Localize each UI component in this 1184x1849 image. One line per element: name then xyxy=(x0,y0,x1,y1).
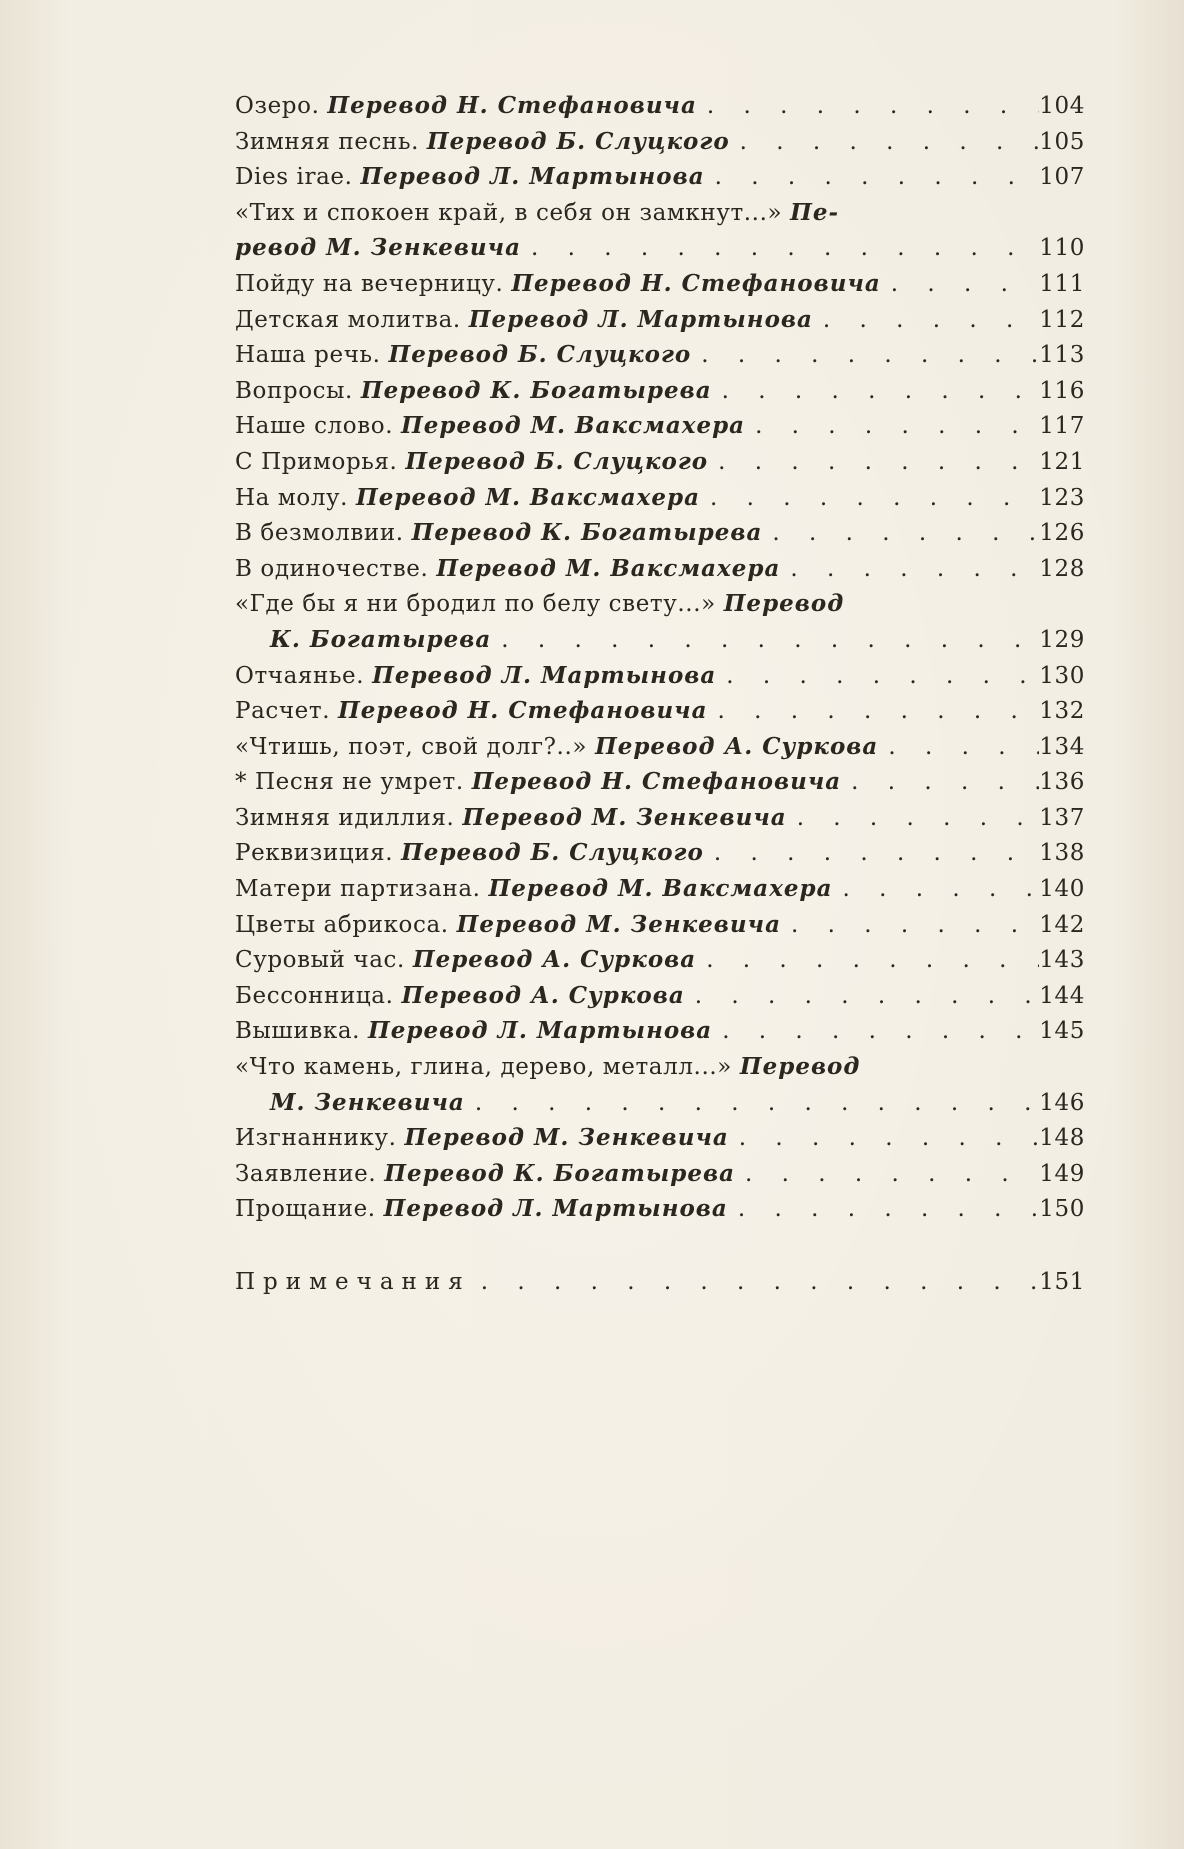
toc-entry xyxy=(235,835,1085,871)
notes-title: Примечания xyxy=(235,1269,471,1295)
poem-title: «Чтишь, поэт, свой долг?..» xyxy=(235,733,588,760)
page-number: 138 xyxy=(1039,840,1085,867)
page-number: 105 xyxy=(1039,128,1085,155)
toc-entry xyxy=(235,1049,1085,1120)
translator: Перевод М. Ваксмахера xyxy=(401,412,746,440)
page-number: 143 xyxy=(1039,947,1085,974)
page-number: 129 xyxy=(1039,626,1085,653)
leader-dots xyxy=(471,1265,1040,1301)
page-number: 151 xyxy=(1039,1269,1085,1295)
leader-dots xyxy=(491,623,1039,659)
toc-entry xyxy=(235,444,1085,480)
translator: Перевод М. Ваксмахера xyxy=(436,554,781,582)
translator: Перевод Б. Слуцкого xyxy=(426,127,730,155)
toc-entry xyxy=(235,1156,1085,1192)
translator-part-2: М. Зенкевича xyxy=(270,1088,465,1116)
translator-part-1: Перевод xyxy=(739,1053,861,1081)
page-number: 148 xyxy=(1039,1125,1085,1152)
translator: Перевод Л. Мартынова xyxy=(368,1017,713,1045)
leader-dots xyxy=(762,516,1039,552)
poem-title: «Тих и спокоен край, в себя он замкнут...» xyxy=(235,199,783,226)
poem-title: Отчаянье. xyxy=(235,662,365,689)
poem-title: Заявление. xyxy=(235,1160,377,1187)
page-number: 132 xyxy=(1039,698,1085,725)
translator: Перевод Л. Мартынова xyxy=(468,305,813,333)
page-number: 112 xyxy=(1039,306,1085,333)
translator: Перевод М. Ваксмахера xyxy=(488,875,833,903)
translator-part-2: ревод М. Зенкевича xyxy=(235,234,521,262)
leader-dots xyxy=(465,1086,1039,1122)
toc-entry xyxy=(235,871,1085,907)
poem-title: «Что камень, глина, дерево, металл...» xyxy=(235,1054,732,1081)
translator: Перевод Б. Слуцкого xyxy=(388,341,692,369)
poem-title: Расчет. xyxy=(235,698,331,725)
leader-dots xyxy=(712,374,1040,410)
leader-dots xyxy=(685,979,1040,1015)
translator: Перевод Б. Слуцкого xyxy=(401,839,704,867)
translator: Перевод Н. Стефановича xyxy=(511,269,881,297)
page-number: 117 xyxy=(1039,413,1085,440)
toc-entry xyxy=(235,1191,1085,1227)
translator: Перевод Б. Слуцкого xyxy=(405,447,709,475)
toc-entry xyxy=(235,693,1085,729)
leader-dots xyxy=(781,908,1039,944)
poem-title: * Песня не умрет. xyxy=(235,769,464,796)
leader-dots xyxy=(813,303,1039,339)
poem-title: Бессонница. xyxy=(235,982,394,1009)
toc-entry xyxy=(235,266,1085,302)
leader-dots xyxy=(729,1121,1040,1157)
toc-entry xyxy=(235,302,1085,338)
page-number: 128 xyxy=(1039,555,1085,582)
leader-dots xyxy=(745,409,1039,445)
translator: Перевод К. Богатырева xyxy=(360,376,712,404)
toc-entry xyxy=(235,337,1085,373)
translator: Перевод К. Богатырева xyxy=(384,1159,735,1187)
poem-title: Суровый час. xyxy=(235,947,405,974)
leader-dots xyxy=(697,89,1039,125)
translator-part-2: К. Богатырева xyxy=(270,625,492,653)
toc-entry xyxy=(235,800,1085,836)
poem-title: Детская молитва. xyxy=(235,306,461,333)
table-of-contents xyxy=(235,88,1085,1301)
page-number: 137 xyxy=(1039,804,1085,831)
leader-dots xyxy=(696,943,1039,979)
page-number: 134 xyxy=(1039,733,1085,760)
page-number: 146 xyxy=(1039,1089,1085,1116)
poem-title: Цветы абрикоса. xyxy=(235,911,449,938)
poem-title: Dies irae. xyxy=(235,164,353,191)
toc-entry xyxy=(235,1013,1085,1049)
poem-title: В безмолвии. xyxy=(235,520,404,547)
poem-title: На молу. xyxy=(235,484,349,511)
page-number: 142 xyxy=(1039,911,1085,938)
translator: Перевод Н. Стефановича xyxy=(338,697,708,725)
translator: Перевод К. Богатырева xyxy=(411,519,763,547)
translator: Перевод Н. Стефановича xyxy=(471,768,842,796)
page-number: 111 xyxy=(1039,270,1085,297)
poem-title: Вопросы. xyxy=(235,377,353,404)
leader-dots xyxy=(730,125,1040,161)
toc-entry xyxy=(235,978,1085,1014)
translator: Перевод Н. Стефановича xyxy=(327,92,697,119)
page-number: 104 xyxy=(1039,93,1085,119)
leader-dots xyxy=(708,445,1039,481)
poem-title: Зимняя песнь. xyxy=(235,128,419,155)
page-number: 123 xyxy=(1039,484,1085,511)
toc-entry xyxy=(235,124,1085,160)
translator: Перевод М. Зенкевича xyxy=(456,910,781,938)
page-number: 113 xyxy=(1039,342,1085,369)
poem-title: Озеро. xyxy=(235,93,320,119)
leader-dots xyxy=(841,765,1039,801)
translator: Перевод М. Зенкевича xyxy=(404,1124,729,1152)
page-number: 144 xyxy=(1039,982,1085,1009)
leader-dots xyxy=(521,231,1039,267)
poem-title: В одиночестве. xyxy=(235,555,429,582)
toc-entry xyxy=(235,586,1085,657)
translator: Перевод Л. Мартынова xyxy=(383,1195,728,1223)
poem-title: Матери партизана. xyxy=(235,876,481,903)
translator: Перевод А. Суркова xyxy=(412,946,697,974)
poem-title: С Приморья. xyxy=(235,448,398,475)
leader-dots xyxy=(833,872,1040,908)
poem-title: Реквизиция. xyxy=(235,840,394,867)
toc-entry xyxy=(235,88,1085,124)
leader-dots xyxy=(708,694,1040,730)
page-number: 145 xyxy=(1039,1018,1085,1045)
leader-dots xyxy=(712,1014,1039,1050)
translator: Перевод Л. Мартынова xyxy=(372,661,717,689)
page-number: 150 xyxy=(1039,1196,1085,1223)
page-number: 130 xyxy=(1039,662,1085,689)
toc-entry xyxy=(235,907,1085,943)
leader-dots xyxy=(705,160,1040,196)
page-number: 110 xyxy=(1039,235,1085,262)
leader-dots xyxy=(878,730,1039,766)
translator: Перевод М. Ваксмахера xyxy=(356,483,701,511)
leader-dots xyxy=(704,836,1039,872)
poem-title: «Где бы я ни бродил по белу свету...» xyxy=(235,591,716,618)
poem-title: Наша речь. xyxy=(235,342,381,369)
toc-entry xyxy=(235,373,1085,409)
toc-entry xyxy=(235,729,1085,765)
page-number: 140 xyxy=(1039,876,1085,903)
poem-title: Изгнаннику. xyxy=(235,1125,397,1152)
poem-title: Пойду на вечерницу. xyxy=(235,270,504,297)
translator-part-1: Перевод xyxy=(723,590,845,618)
toc-entry xyxy=(235,195,1085,266)
page-number: 107 xyxy=(1039,164,1085,191)
page-number: 136 xyxy=(1039,769,1085,796)
leader-dots xyxy=(881,267,1040,303)
toc-entry xyxy=(235,408,1085,444)
translator-part-1: Пе- xyxy=(790,198,840,226)
poem-title: Зимняя идиллия. xyxy=(235,804,455,831)
translator: Перевод А. Суркова xyxy=(594,732,879,760)
toc-entry-notes xyxy=(235,1265,1085,1301)
toc-entry xyxy=(235,515,1085,551)
toc-entry xyxy=(235,551,1085,587)
poem-title: Наше слово. xyxy=(235,413,394,440)
leader-dots xyxy=(780,552,1039,588)
leader-dots xyxy=(700,481,1039,517)
poem-title: Вышивка. xyxy=(235,1018,361,1045)
toc-entry xyxy=(235,159,1085,195)
leader-dots xyxy=(691,338,1039,374)
leader-dots xyxy=(735,1157,1039,1193)
translator: Перевод Л. Мартынова xyxy=(360,163,705,191)
leader-dots xyxy=(716,659,1039,695)
translator: Перевод А. Суркова xyxy=(401,981,685,1009)
poem-title: Прощание. xyxy=(235,1196,376,1223)
toc-entry xyxy=(235,658,1085,694)
translator: Перевод М. Зенкевича xyxy=(462,803,787,831)
toc-entry xyxy=(235,764,1085,800)
page-number: 121 xyxy=(1039,448,1085,475)
page-number: 116 xyxy=(1039,377,1085,404)
toc-entry xyxy=(235,1120,1085,1156)
toc-entry xyxy=(235,942,1085,978)
page-number: 149 xyxy=(1039,1160,1085,1187)
leader-dots xyxy=(728,1192,1039,1228)
toc-entry xyxy=(235,480,1085,516)
page-number: 126 xyxy=(1039,520,1085,547)
leader-dots xyxy=(787,801,1040,837)
